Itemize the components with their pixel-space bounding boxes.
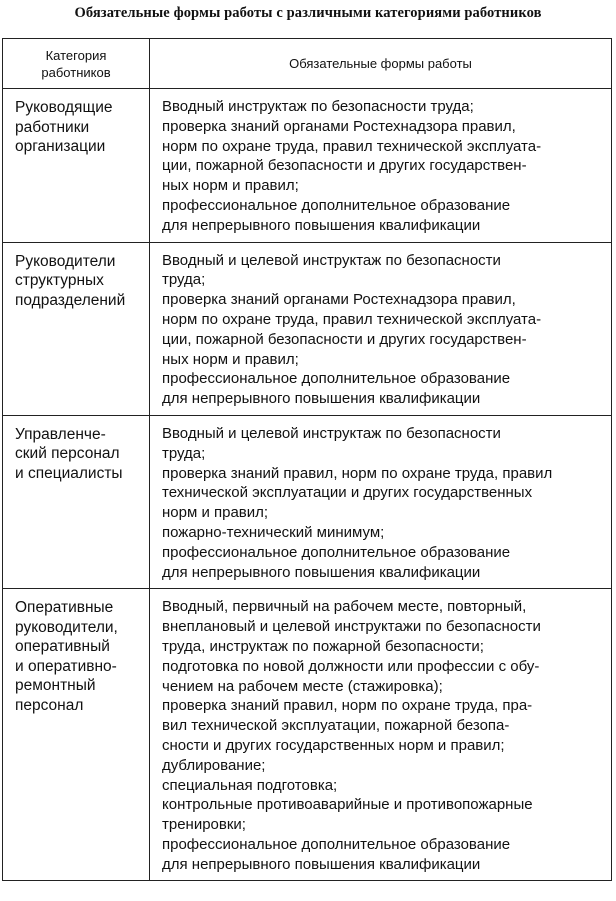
category-line: и специалисты xyxy=(15,464,123,482)
form-line: внеплановый и целевой инструктажи по безопасности xyxy=(162,618,541,636)
table-row xyxy=(3,89,612,243)
form-line: профессиональное дополнительное образование xyxy=(162,543,511,561)
form-line: норм по охране труда, правил технической эксплуата- xyxy=(162,137,542,155)
form-line: проверка знаний правил, норм по охране труда, пра- xyxy=(162,697,533,715)
form-line: Вводный инструктаж по безопасности труда; xyxy=(162,98,474,115)
form-line: Вводный, первичный на рабочем месте, повторный, xyxy=(162,598,527,616)
form-item xyxy=(162,696,607,755)
table-row xyxy=(3,242,612,415)
category-cell xyxy=(3,589,150,881)
form-line: труда, инструктаж по пожарной безопасности; xyxy=(162,637,484,655)
category-line: Управленче- xyxy=(15,425,106,443)
category-cell xyxy=(3,89,150,243)
form-line: подготовка по новой должности или профессии с обу- xyxy=(162,657,540,675)
form-line: контрольные противоаварийные и противопожарные xyxy=(162,796,533,814)
form-item xyxy=(162,657,607,697)
form-item xyxy=(162,597,607,656)
forms-cell xyxy=(150,242,612,415)
form-item xyxy=(162,776,607,796)
category-line: подразделений xyxy=(15,291,126,309)
header-forms: Обязательные формы работы xyxy=(150,39,612,89)
form-line: дублирование; xyxy=(162,756,266,774)
form-item xyxy=(162,424,607,464)
forms-cell xyxy=(150,89,612,243)
category-cell xyxy=(3,242,150,415)
table-row xyxy=(3,415,612,588)
form-item xyxy=(162,97,607,117)
form-line: вил технической эксплуатации, пожарной безопа- xyxy=(162,717,510,735)
form-line: для непрерывного повышения квалификации xyxy=(162,563,481,581)
form-line: труда; xyxy=(162,271,206,289)
form-line: профессиональное дополнительное образование xyxy=(162,835,511,853)
form-line: ции, пожарной безопасности и других государствен- xyxy=(162,157,527,175)
forms-cell xyxy=(150,415,612,588)
category-cell xyxy=(3,415,150,588)
form-line: труда; xyxy=(162,444,206,462)
form-line: проверка знаний органами Ростехнадзора правил, xyxy=(162,117,516,135)
category-line: организации xyxy=(15,138,106,155)
form-line: профессиональное дополнительное образование xyxy=(162,196,511,214)
form-item xyxy=(162,523,607,543)
form-line: норм по охране труда, правил технической эксплуата- xyxy=(162,310,542,328)
category-line: структурных xyxy=(15,272,104,290)
table-header-row xyxy=(3,39,612,89)
form-item xyxy=(162,795,607,835)
form-line: тренировки; xyxy=(162,816,246,834)
category-line: Оперативные xyxy=(15,599,114,617)
form-item xyxy=(162,369,607,409)
form-line: проверка знаний органами Ростехнадзора правил, xyxy=(162,291,516,309)
form-line: Вводный и целевой инструктаж по безопасности xyxy=(162,251,501,269)
form-item xyxy=(162,251,607,291)
form-line: сности и других государственных норм и правил; xyxy=(162,736,505,754)
form-line: ных норм и правил; xyxy=(162,177,299,195)
form-item xyxy=(162,835,607,875)
category-line: оперативный xyxy=(15,638,110,656)
page-title: Обязательные формы работы с различными категориями работников xyxy=(74,5,542,21)
form-item xyxy=(162,464,607,523)
category-line: ский персонал xyxy=(15,445,120,463)
form-line: проверка знаний правил, норм по охране труда, правил xyxy=(162,464,553,482)
form-line: ных норм и правил; xyxy=(162,350,299,368)
form-line: технической эксплуатации и других государственных xyxy=(162,484,533,502)
form-line: пожарно-технический минимум; xyxy=(162,523,385,541)
form-item xyxy=(162,117,607,196)
form-line: для непрерывного повышения квалификации xyxy=(162,216,481,234)
table-body xyxy=(3,89,612,881)
form-line: для непрерывного повышения квалификации xyxy=(162,390,481,408)
header-category-line: работников xyxy=(41,64,111,80)
form-item xyxy=(162,543,607,583)
category-line: Руководители xyxy=(15,252,116,270)
category-line: ремонтный xyxy=(15,677,96,695)
header-category-line: Категория xyxy=(45,47,107,63)
category-line: руководители, xyxy=(15,618,118,636)
category-line: персонал xyxy=(15,696,84,714)
form-line: специальная подготовка; xyxy=(162,776,338,794)
form-line: норм и правил; xyxy=(162,504,269,522)
form-item xyxy=(162,196,607,236)
forms-cell xyxy=(150,589,612,881)
form-line: профессиональное дополнительное образование xyxy=(162,370,511,388)
form-line: чением на рабочем месте (стажировка); xyxy=(162,677,443,695)
form-line: ции, пожарной безопасности и других государствен- xyxy=(162,330,527,348)
header-category xyxy=(3,39,150,89)
form-line: Вводный и целевой инструктаж по безопасности xyxy=(162,424,501,442)
form-line: для непрерывного повышения квалификации xyxy=(162,855,481,873)
category-line: и оперативно- xyxy=(15,657,117,675)
form-item xyxy=(162,756,607,776)
table-row xyxy=(3,589,612,881)
work-forms-table xyxy=(2,38,612,881)
category-line: работники xyxy=(15,118,90,136)
form-item xyxy=(162,290,607,369)
category-line: Руководящие xyxy=(15,99,113,116)
